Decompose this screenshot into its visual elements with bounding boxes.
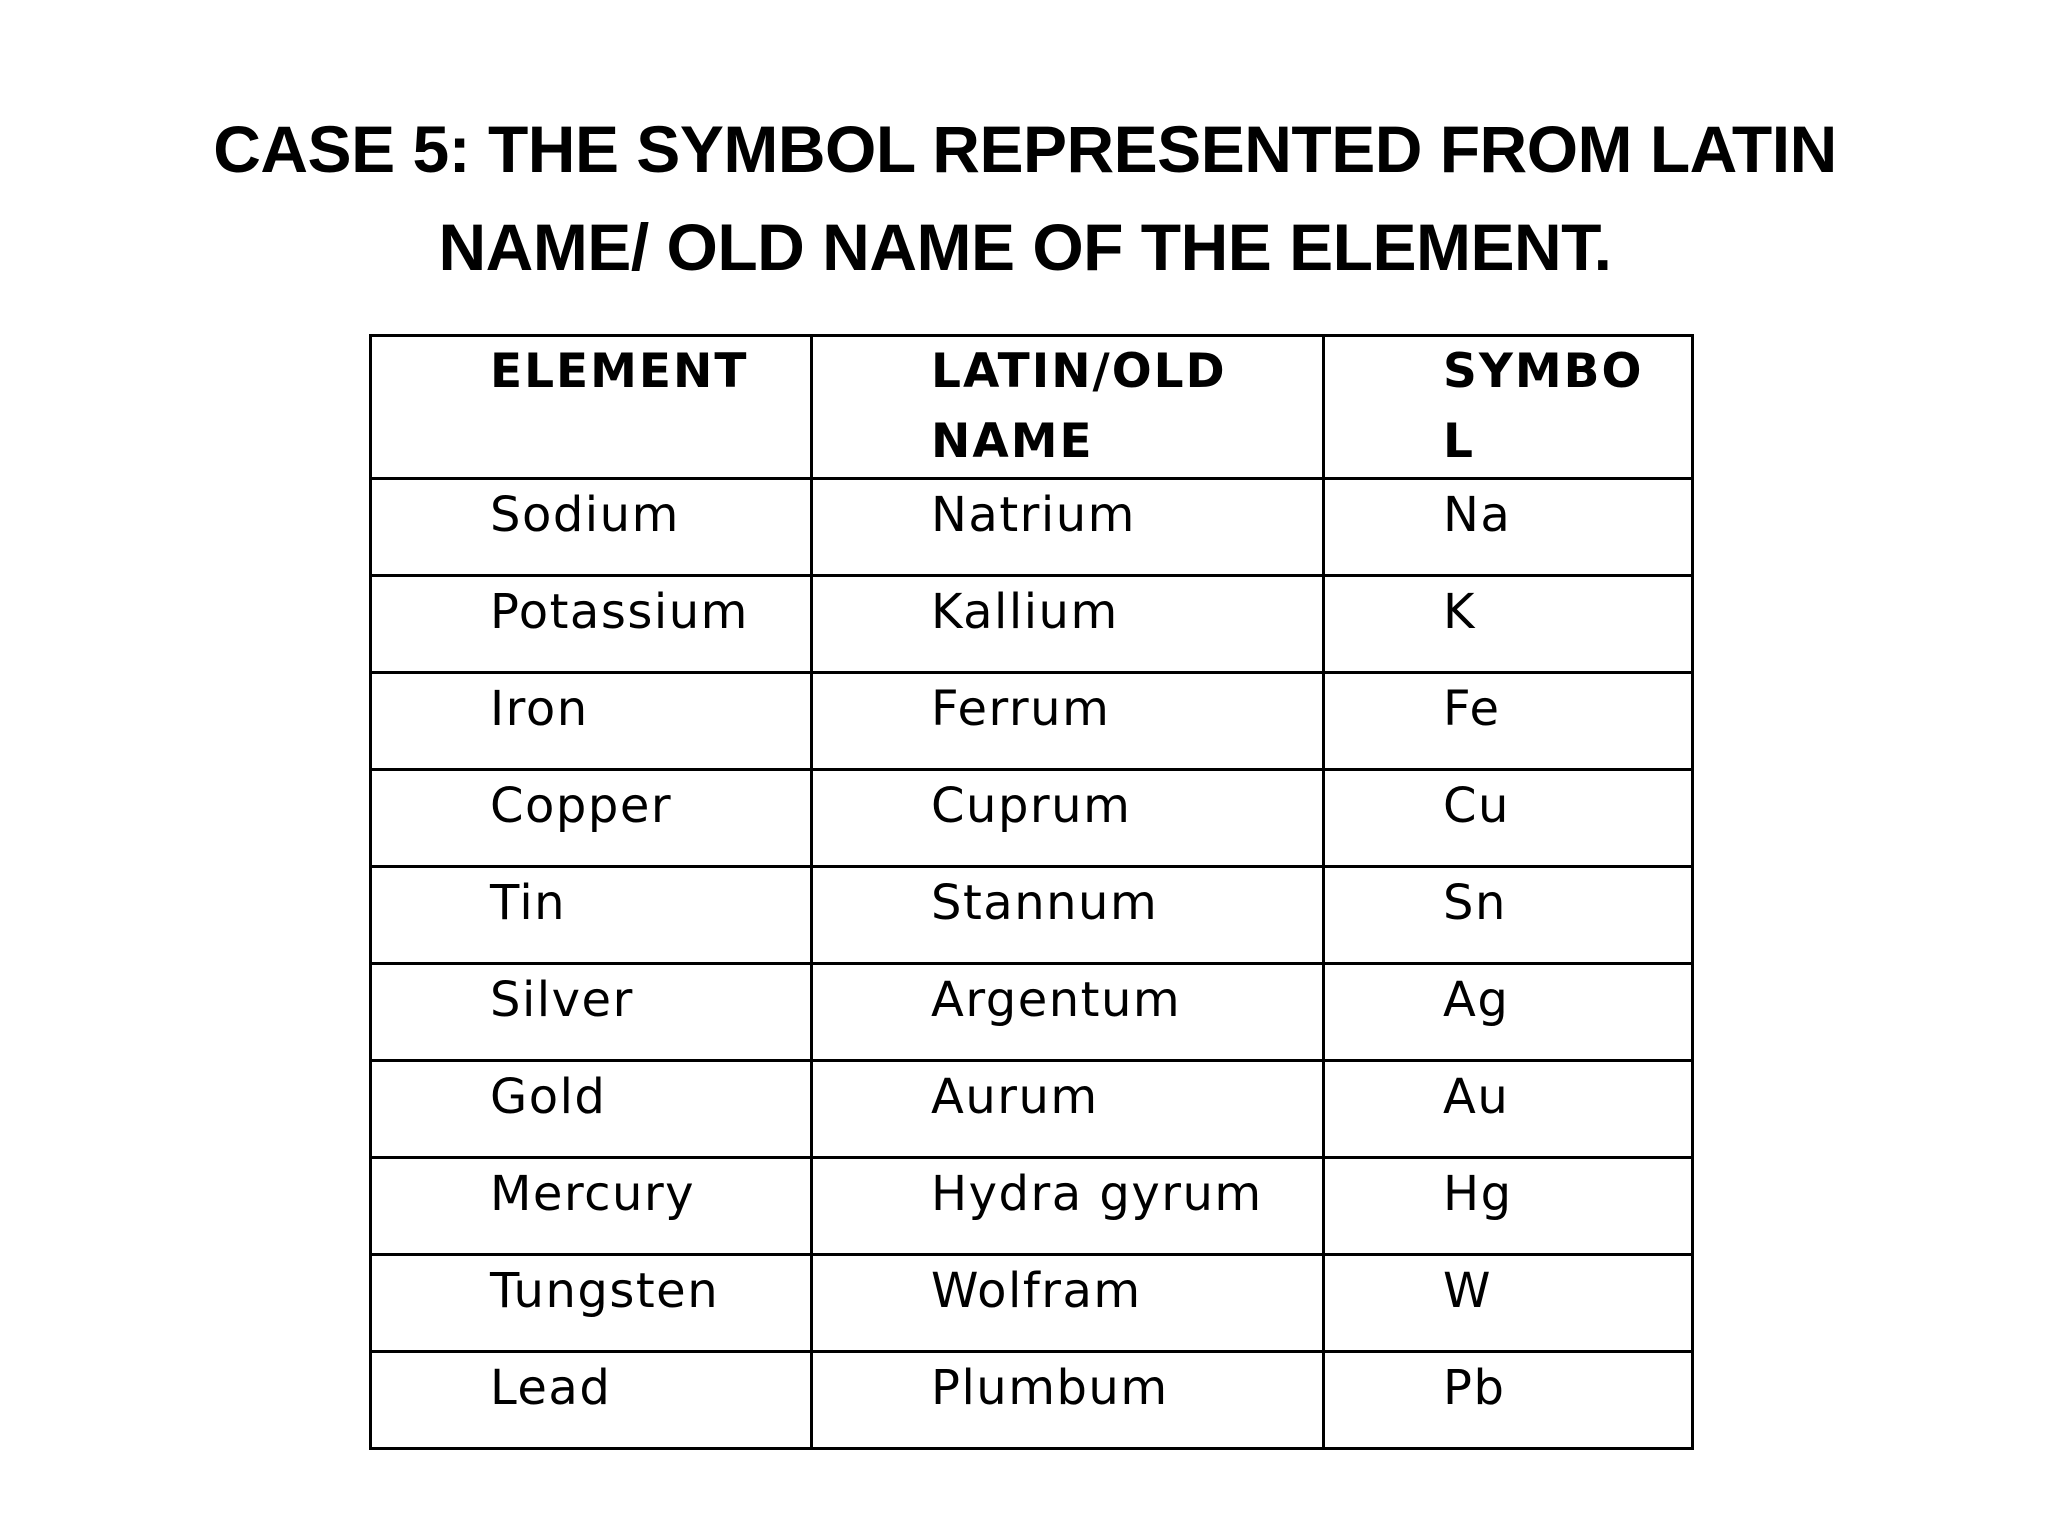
element-cell: Silver <box>371 964 812 1061</box>
latin-name-cell: Cuprum <box>812 770 1324 867</box>
table-row <box>371 479 1693 576</box>
element-cell: Copper <box>371 770 812 867</box>
table-row <box>371 867 1693 964</box>
symbol-cell: Cu <box>1324 770 1693 867</box>
element-cell: Mercury <box>371 1158 812 1255</box>
header-latin-old-name-label: LATIN/OLD NAME <box>931 344 1227 469</box>
header-latin-old-name <box>812 336 1324 479</box>
table-row <box>371 1255 1693 1352</box>
symbol-cell: K <box>1324 576 1693 673</box>
latin-name-cell: Natrium <box>812 479 1324 576</box>
latin-name-cell: Argentum <box>812 964 1324 1061</box>
slide-title <box>150 100 1900 296</box>
element-cell: Lead <box>371 1352 812 1449</box>
table-header-row <box>371 336 1693 479</box>
symbol-cell: W <box>1324 1255 1693 1352</box>
element-symbol-table <box>369 334 1694 1450</box>
latin-name-cell: Ferrum <box>812 673 1324 770</box>
element-cell: Sodium <box>371 479 812 576</box>
element-cell: Gold <box>371 1061 812 1158</box>
table-row <box>371 1352 1693 1449</box>
table-row <box>371 1158 1693 1255</box>
header-symbol-label: SYMBOL <box>1443 344 1644 469</box>
symbol-cell: Hg <box>1324 1158 1693 1255</box>
header-element <box>371 336 812 479</box>
element-cell: Potassium <box>371 576 812 673</box>
latin-name-cell: Plumbum <box>812 1352 1324 1449</box>
latin-name-cell: Stannum <box>812 867 1324 964</box>
element-cell: Tungsten <box>371 1255 812 1352</box>
latin-name-cell: Kallium <box>812 576 1324 673</box>
slide-title-line-2: NAME/ OLD NAME OF THE ELEMENT. <box>438 210 1612 284</box>
latin-name-cell: Aurum <box>812 1061 1324 1158</box>
symbol-cell: Fe <box>1324 673 1693 770</box>
element-cell: Iron <box>371 673 812 770</box>
element-cell: Tin <box>371 867 812 964</box>
table-row <box>371 770 1693 867</box>
header-symbol <box>1324 336 1693 479</box>
symbol-cell: Au <box>1324 1061 1693 1158</box>
header-element-label: ELEMENT <box>490 344 749 399</box>
symbol-cell: Sn <box>1324 867 1693 964</box>
symbol-cell: Ag <box>1324 964 1693 1061</box>
table-row <box>371 576 1693 673</box>
symbol-cell: Na <box>1324 479 1693 576</box>
latin-name-cell: Hydra gyrum <box>812 1158 1324 1255</box>
slide-title-line-1: CASE 5: THE SYMBOL REPRESENTED FROM LATIN <box>213 112 1837 186</box>
table-row <box>371 1061 1693 1158</box>
table-row <box>371 964 1693 1061</box>
symbol-cell: Pb <box>1324 1352 1693 1449</box>
latin-name-cell: Wolfram <box>812 1255 1324 1352</box>
table-row <box>371 673 1693 770</box>
